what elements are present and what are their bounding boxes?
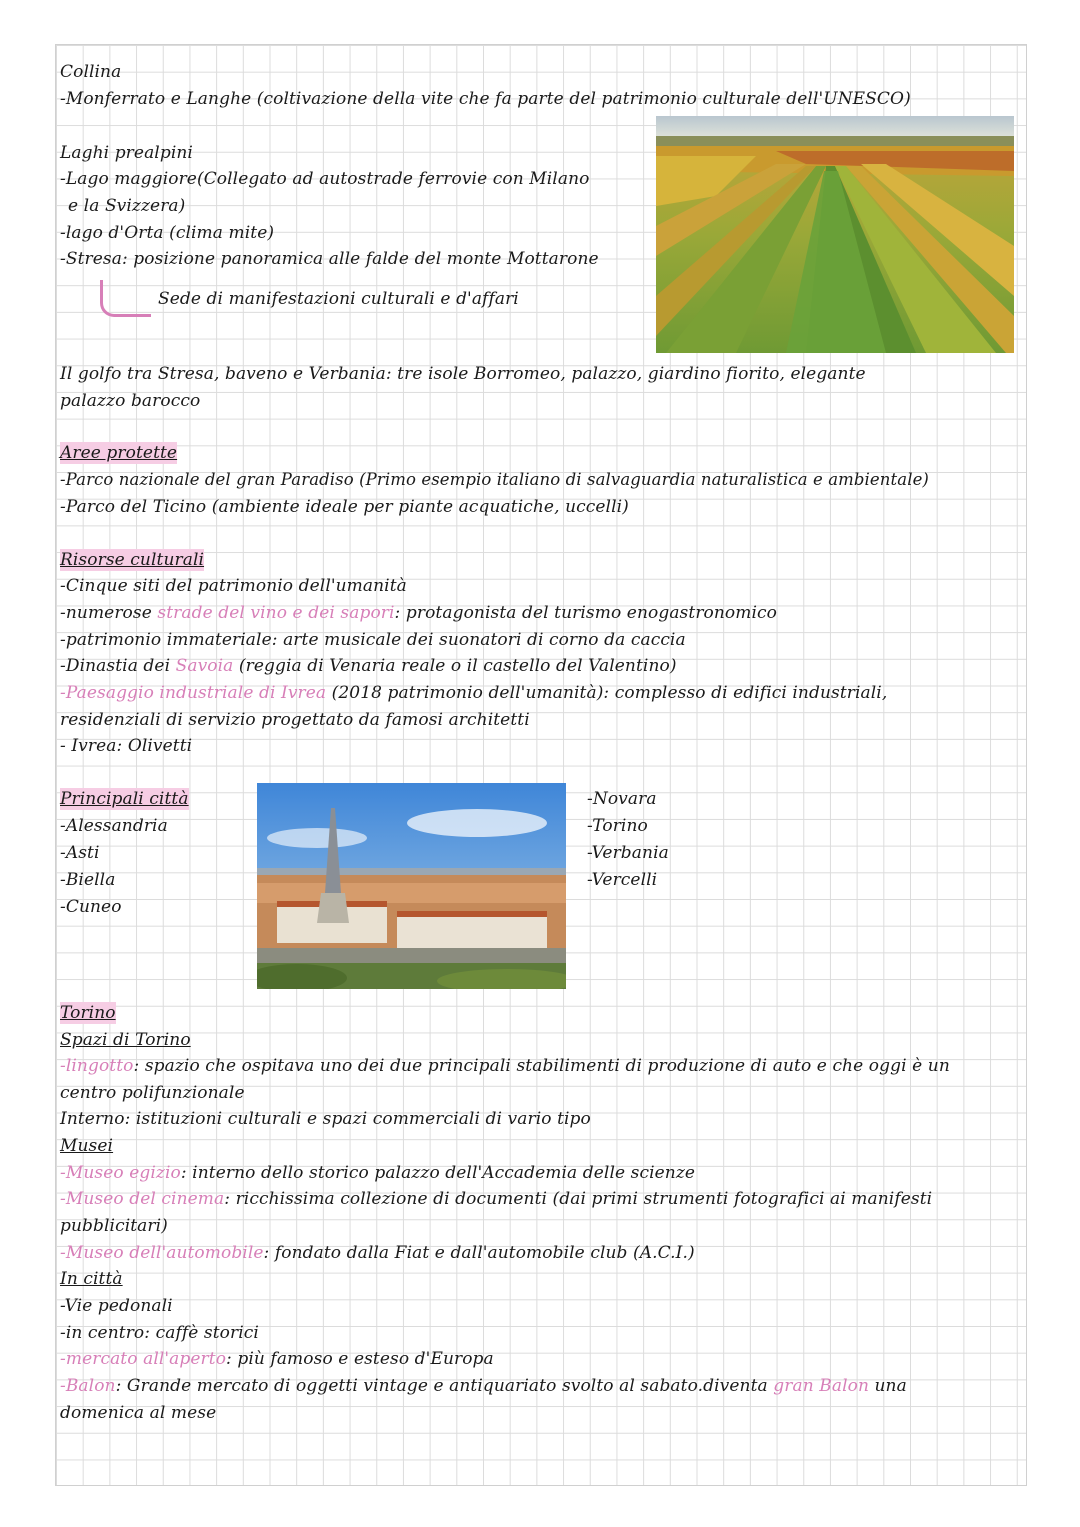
text-line: -Museo egizio: interno dello storico palazzo dell'Accademia delle scienze xyxy=(60,1163,696,1183)
text-line: domenica al mese xyxy=(60,1403,217,1423)
text-line: -Museo del cinema: ricchissima collezione di documenti (dai primi strumenti fotografici ai manifesti xyxy=(60,1189,933,1209)
city-item: -Biella xyxy=(60,870,116,890)
text-line: -Dinastia dei Savoia (reggia di Venaria reale o il castello del Valentino) xyxy=(60,656,677,676)
city-item: -Alessandria xyxy=(60,816,168,836)
city-item: -Verbania xyxy=(587,843,669,863)
text-line: -lingotto: spazio che ospitava uno dei due principali stabilimenti di produzione di auto e che oggi è un xyxy=(60,1056,950,1076)
text-line: pubblicitari) xyxy=(60,1216,168,1236)
text-line: Il golfo tra Stresa, baveno e Verbania: tre isole Borromeo, palazzo, giardino fiorito, elegante xyxy=(60,364,866,384)
heading-laghi: Laghi prealpini xyxy=(60,143,193,163)
heading-principali-citta: Principali città xyxy=(60,789,189,809)
subheading-in-citta: In città xyxy=(60,1269,123,1289)
text-line: -patrimonio immateriale: arte musicale dei suonatori di corno da caccia xyxy=(60,630,686,650)
heading-torino: Torino xyxy=(60,1003,116,1023)
city-item: -Vercelli xyxy=(587,870,658,890)
subheading-musei: Musei xyxy=(60,1136,114,1156)
text-line: e la Svizzera) xyxy=(68,196,186,216)
heading-risorse-culturali: Risorse culturali xyxy=(60,550,205,570)
text-line: -Vie pedonali xyxy=(60,1296,173,1316)
vineyard-photo xyxy=(656,116,1014,353)
text-line: - Ivrea: Olivetti xyxy=(60,736,193,756)
city-item: -Torino xyxy=(587,816,648,836)
text-line: -Museo dell'automobile: fondato dalla Fiat e dall'automobile club (A.C.I.) xyxy=(60,1243,695,1263)
text-line: -numerose strade del vino e dei sapori: protagonista del turismo enogastronomico xyxy=(60,603,777,623)
text-line: -Parco nazionale del gran Paradiso (Primo esempio italiano di salvaguardia naturalistica e ambientale) xyxy=(60,470,929,489)
text-line: -Monferrato e Langhe (coltivazione della vite che fa parte del patrimonio culturale dell'UNESCO) xyxy=(60,89,911,109)
text-line: palazzo barocco xyxy=(60,391,201,411)
text-line: -Cinque siti del patrimonio dell'umanità xyxy=(60,576,407,596)
text-line: -Balon: Grande mercato di oggetti vintage e antiquariato svolto al sabato.diventa gran Balon una xyxy=(60,1376,907,1396)
text-line: Interno: istituzioni culturali e spazi commerciali di vario tipo xyxy=(60,1109,591,1129)
text-line: -Paesaggio industriale di Ivrea (2018 patrimonio dell'umanità): complesso di edifici industriali, xyxy=(60,683,888,703)
city-item: -Novara xyxy=(587,789,657,809)
text-line: Sede di manifestazioni culturali e d'affari xyxy=(158,289,519,309)
text-line: -lago d'Orta (clima mite) xyxy=(60,223,275,243)
text-line: centro polifunzionale xyxy=(60,1083,245,1103)
text-line: -Stresa: posizione panoramica alle falde del monte Mottarone xyxy=(60,249,599,269)
heading-aree-protette: Aree protette xyxy=(60,443,178,463)
bracket-arrow xyxy=(100,280,151,317)
text-line: residenziali di servizio progettato da famosi architetti xyxy=(60,710,530,730)
subheading-spazi-di-torino: Spazi di Torino xyxy=(60,1030,191,1050)
text-line: -in centro: caffè storici xyxy=(60,1323,259,1343)
text-line: -mercato all'aperto: più famoso e esteso d'Europa xyxy=(60,1349,494,1369)
heading-collina: Collina xyxy=(60,62,122,82)
torino-city-photo xyxy=(257,783,566,989)
text-line: -Lago maggiore(Collegato ad autostrade ferrovie con Milano xyxy=(60,169,590,189)
city-item: -Asti xyxy=(60,843,100,863)
text-line: -Parco del Ticino (ambiente ideale per piante acquatiche, uccelli) xyxy=(60,497,629,517)
city-item: -Cuneo xyxy=(60,897,122,917)
